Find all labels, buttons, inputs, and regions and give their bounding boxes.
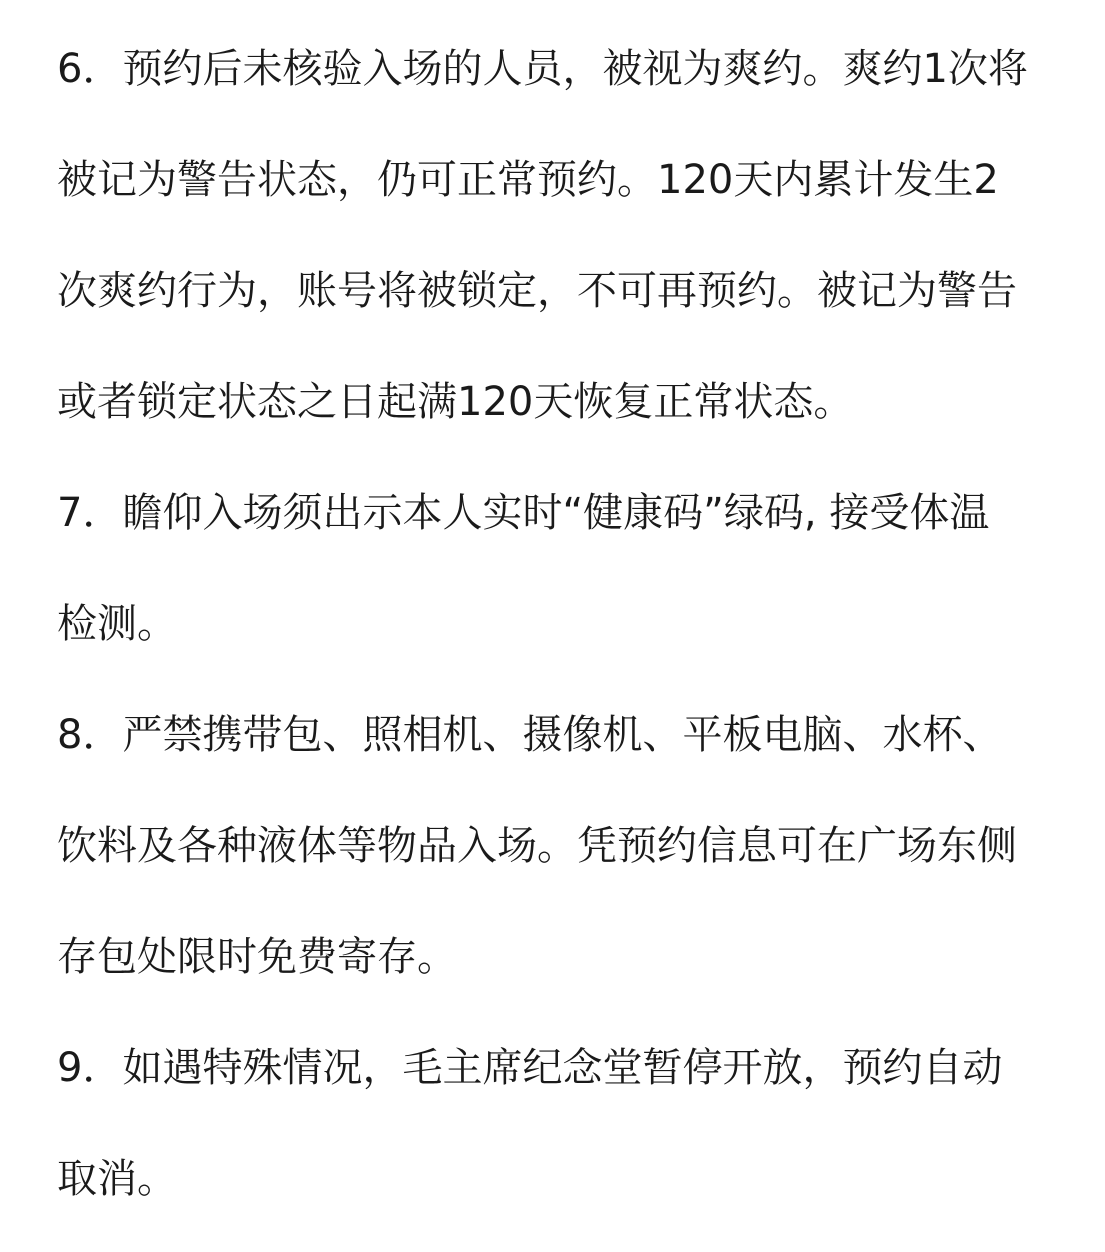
rule-9-line-1: 9．如遇特殊情况，毛主席纪念堂暂停开放，预约自动 [57, 1045, 1003, 1091]
rule-6-line-2: 被记为警告状态，仍可正常预约。120天内累计发生2 [57, 157, 999, 203]
rule-6-line-3: 次爽约行为，账号将被锁定，不可再预约。被记为警告 [57, 268, 1017, 314]
rule-7-line-2: 检测。 [57, 601, 177, 647]
rule-8-line-2: 饮料及各种液体等物品入场。凭预约信息可在广场东侧 [57, 823, 1017, 869]
rule-6-line-1: 6．预约后未核验入场的人员，被视为爽约。爽约1次将 [57, 46, 1028, 92]
rule-9-line-2: 取消。 [57, 1156, 177, 1202]
notice-document [57, 42, 1077, 1207]
rule-7-line-1: 7．瞻仰入场须出示本人实时“健康码”绿码, 接受体温 [57, 490, 990, 536]
rule-8-line-3: 存包处限时免费寄存。 [57, 934, 457, 980]
rule-6-line-4: 或者锁定状态之日起满120天恢复正常状态。 [57, 379, 854, 425]
rule-8-line-1: 8．严禁携带包、照相机、摄像机、平板电脑、水杯、 [57, 712, 1003, 758]
